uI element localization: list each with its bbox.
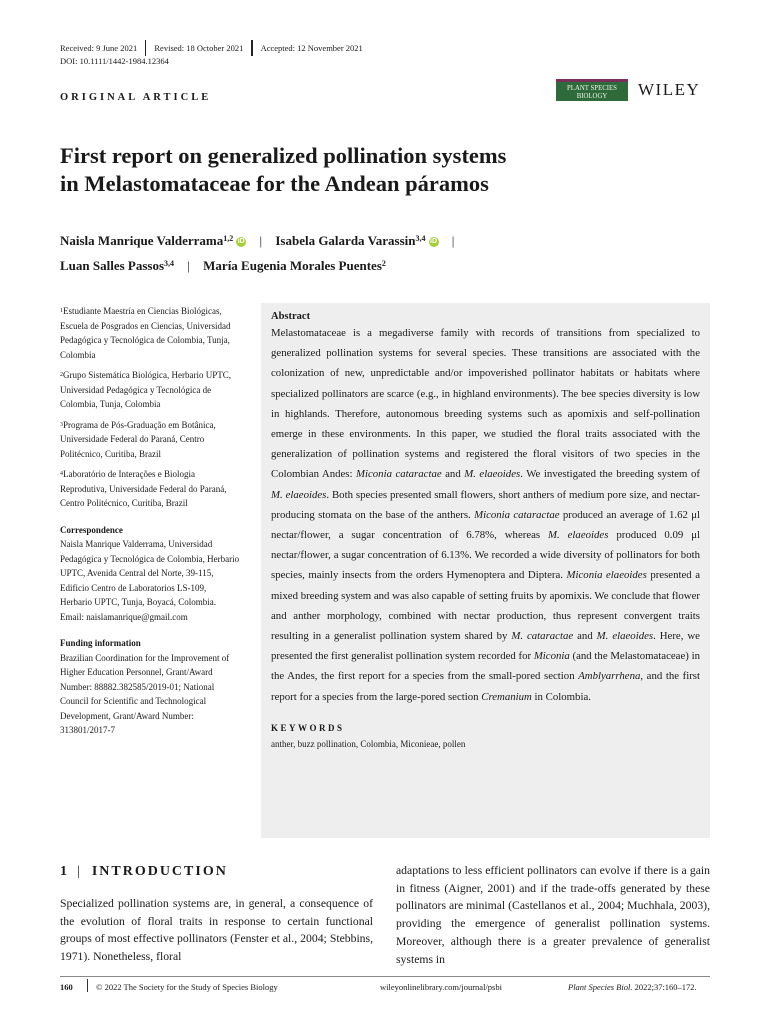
- abstract-segment: , and the first report for a species from the large-pored section: [271, 670, 701, 703]
- title-line-2: in Melastomataceae for the Andean páramos: [60, 171, 489, 196]
- species-name: Miconia cataractae: [355, 468, 442, 481]
- affiliation-number: 1: [60, 308, 63, 314]
- accepted-date: Accepted: 12 November 2021: [260, 43, 363, 53]
- species-name: Miconia: [533, 650, 570, 663]
- affiliation: [60, 418, 240, 462]
- species-name: M. cataractae: [511, 630, 574, 643]
- abstract-segment: presented a mixed breeding system and was also capable of setting fruits by apomixis. We conclude that flower and anther morphology, combined with nectar production, thus represent convergent traits resulting in a generalist pollination system shared by: [271, 569, 700, 643]
- keywords-list: anther, buzz pollination, Colombia, Miconieae, pollen: [271, 738, 466, 749]
- date-separator: [145, 40, 146, 56]
- section-title: INTRODUCTION: [91, 864, 228, 879]
- footer-separator: [87, 979, 88, 992]
- article-dates: [60, 40, 363, 56]
- publisher-logo[interactable]: WILEY: [638, 80, 701, 99]
- affiliation: [60, 467, 240, 511]
- section-separator: |: [77, 864, 82, 879]
- abstract-heading: Abstract: [271, 311, 311, 322]
- affiliation-text: Estudiante Maestría en Ciencias Biológicas, Escuela de Posgrados en Ciencias, Universidad Pedagógica y Tecnológica de Colombia, Tunja, Colombia: [60, 306, 231, 360]
- intro-column-2: adaptations to less efficient pollinators can evolve if there is a gain in fitness (Aigner, 2001) and if the trade-offs generated by these pollinators are minimal (Castellanos et al., 2004; Muchhala, 2003), providing the emergence of generalist pollination systems. Moreover, although there is a greater prevalence of generalist systems in: [396, 864, 710, 966]
- author-name[interactable]: Naisla Manrique Valderrama: [60, 233, 224, 248]
- abstract-segment: and: [441, 468, 465, 481]
- species-name: Amblyarrhena: [578, 670, 641, 683]
- title-line-1: First report on generalized pollination systems: [60, 143, 507, 168]
- affiliation-text: Laboratório de Interações e Biologia Reprodutiva, Universidade Federal do Paraná, Centro Politécnico, Curitiba, Brazil: [60, 469, 227, 508]
- author-name[interactable]: Luan Salles Passos: [60, 258, 165, 273]
- species-name: M. elaeoides: [464, 468, 521, 481]
- section-number: 1: [60, 864, 69, 879]
- abstract-text: [271, 323, 700, 707]
- abstract-segment: Melastomataceae is a megadiverse family with records of transitions from specialized to generalized pollination systems for several species. These transitions are associated with the colonization of new, unpredictable and/or impoverished pollinator habitats or habitats where specialized pollinators are scarce (e.g., in highland environments). The bee species diversity is low in highlands. Therefore, autonomous breeding systems such as apomixis and self-pollination emerge in these environments. In this paper, we studied the floral traits associated with the generalization of pollination systems and registered the floral visitors of two species in the Colombian Andes:: [271, 327, 700, 481]
- correspondence-heading: Correspondence: [60, 524, 123, 535]
- affiliation: [60, 368, 240, 412]
- author-affiliation-ref: 3,4: [164, 259, 175, 268]
- affiliation-number: 4: [60, 471, 63, 477]
- affiliation-number: 3: [60, 421, 63, 428]
- affiliation-text: Programa de Pós-Graduação em Botânica, Universidade Federal do Paraná, Centro Politécnico, Curitiba, Brazil: [60, 419, 216, 459]
- section-heading-introduction: [60, 864, 228, 880]
- abstract-segment: . Here, we presented the first generalist pollination system recorded for: [271, 630, 700, 663]
- author-separator: |: [451, 233, 455, 248]
- keywords-heading: KEYWORDS: [271, 722, 345, 733]
- affiliation-number: 2: [60, 372, 63, 378]
- species-name: Miconia elaeoides: [566, 569, 647, 582]
- citation: [568, 982, 697, 992]
- journal-logo[interactable]: [556, 79, 628, 101]
- species-name: Cremanium: [481, 690, 532, 703]
- abstract-segment: produced an average of 1.62 μl nectar/flower, a sugar concentration of 6.78%, whereas: [271, 508, 701, 542]
- abstract-segment: (and the Melastomataceae) in the Andes, the first report for a species from the small-pored section: [271, 650, 700, 683]
- copyright: © 2022 The Society for the Study of Species Biology: [96, 982, 278, 992]
- author-name[interactable]: Isabela Galarda Varassin: [275, 233, 416, 248]
- abstract-segment: produced 0.09 μl nectar/flower, a sugar concentration of 6.13%. We recorded a wide diversity of pollinators for both species, mainly insects from the orders Hymenoptera and Diptera.: [271, 529, 700, 582]
- correspondence-text: Naisla Manrique Valderrama, Universidad Pedagógica y Tecnológica de Colombia, Herbario UPTC, Avenida Central del Norte, 39-115, Edificio Centro de Laboratorios LS-109, Herbario UPTC, Tunja, Boyacá, Colombia.: [60, 539, 240, 607]
- orcid-icon[interactable]: iD: [237, 238, 245, 246]
- species-name: Miconia cataractae: [474, 508, 560, 521]
- author-separator: |: [187, 258, 190, 273]
- author-separator: |: [259, 233, 263, 248]
- intro-column-1: Specialized pollination systems are, in general, a consequence of the evolution of floral traits in response to certain functional groups of most effective pollinators (Fenster et al., 2004; Stebbins, 1971). Nonetheless, floral: [60, 897, 373, 964]
- doi[interactable]: DOI: 10.1111/1442-1984.12364: [60, 56, 169, 66]
- journal-abbrev: Plant Species Biol.: [568, 982, 633, 992]
- side-info-column: [60, 304, 240, 738]
- revised-date: Revised: 18 October 2021: [154, 43, 244, 53]
- abstract-segment: in Colombia.: [531, 690, 591, 703]
- paper-title: [60, 142, 660, 198]
- journal-url[interactable]: wileyonlinelibrary.com/journal/psbi: [380, 982, 502, 992]
- date-separator: [251, 40, 252, 56]
- author-list: [60, 228, 720, 278]
- species-name: M. elaeoides: [271, 488, 327, 501]
- orcid-icon[interactable]: iD: [430, 238, 437, 246]
- abstract-segment: . We investigated the breeding system of: [520, 468, 700, 481]
- author-name[interactable]: María Eugenia Morales Puentes: [203, 258, 382, 273]
- affiliation-text: Grupo Sistemática Biológica, Herbario UPTC, Universidad Pedagógica y Tecnológica de Colombia, Tunja, Colombia: [60, 370, 231, 409]
- citation-volume: 2022;37:160–172.: [632, 982, 697, 992]
- funding-text: Brazilian Coordination for the Improvement of Higher Education Personnel, Grant/Award Number: 88882.382585/2019-01; National Council for Scientific and Technological Development, Grant/Award Number: 313801/2017-7: [60, 652, 230, 735]
- abstract-segment: and: [573, 630, 597, 643]
- affiliation: [60, 304, 240, 362]
- received-date: Received: 9 June 2021: [60, 43, 138, 53]
- funding-heading: Funding information: [60, 638, 141, 648]
- author-affiliation-ref: 2: [381, 259, 386, 268]
- species-name: M. elaeoides: [548, 529, 609, 542]
- footer-rule: [60, 976, 710, 977]
- journal-logo-line1: PLANT SPECIES: [567, 85, 617, 92]
- journal-logo-line2: BIOLOGY: [576, 93, 608, 100]
- species-name: M. elaeoides: [596, 630, 654, 643]
- author-line-1: [60, 228, 720, 253]
- author-affiliation-ref: 3,4: [415, 234, 426, 243]
- correspondence-email[interactable]: Email: naislamanrique@gmail.com: [60, 611, 188, 622]
- article-type: ORIGINAL ARTICLE: [60, 92, 212, 103]
- abstract-segment: . Both species presented small flowers, short anthers of medium pore size, and nectar-producing stomata on the base of the anthers.: [271, 488, 700, 521]
- author-line-2: [60, 253, 720, 278]
- abstract-box: [261, 303, 710, 838]
- page-number: 160: [60, 982, 73, 992]
- author-affiliation-ref: 1,2: [223, 234, 234, 243]
